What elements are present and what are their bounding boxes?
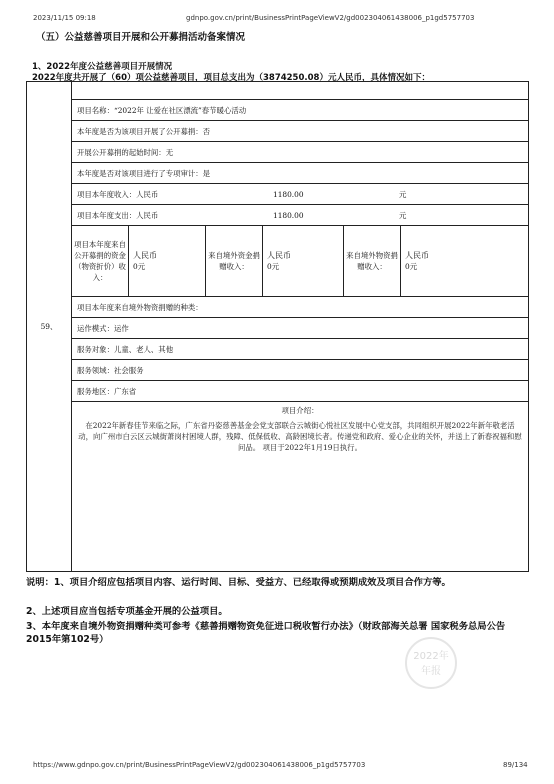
- public-fundraising: 本年度是否为该项目开展了公开募捐：否: [72, 121, 529, 142]
- intro-text: 在2022年新春佳节来临之际，广东省丹姿慈善基金会党支部联合云城街心悦社区发展中心党支部，共同组织开展2022年新年敬老活动，向广州市白云区云城街萧岗村困境人群，残障、低保低收、高龄困境长者。传递党和政府、爱心企业的关怀，并送上了新春祝福和慰问品。 项目于2022年1月19日执行。: [78, 421, 522, 452]
- browser-datetime: 2023/11/15 09:18: [33, 14, 96, 22]
- public-fundraising-income-value: 人民币 0元: [129, 226, 206, 296]
- note-3: 3、本年度来自境外物资捐赠种类可参考《慈善捐赠物资免征进口税收暂行办法》（财政部海关总署 国家税务总局公告2015年第102号）: [26, 621, 506, 645]
- section-title: （五）公益慈善项目开展和公开募捐活动备案情况: [36, 32, 246, 43]
- income-unit: 元: [399, 189, 407, 199]
- intro-title: 项目介绍：: [281, 406, 319, 415]
- foreign-fund-income-value: 人民币 0元: [263, 226, 344, 296]
- foreign-goods-type: 项目本年度来自境外物资捐赠的种类：: [72, 297, 529, 318]
- service-area: 服务地区：广东省: [72, 381, 529, 402]
- foreign-fund-income-label: 来自境外资金捐赠收入：: [206, 226, 263, 296]
- annual-report-stamp: 2022年 年报: [405, 637, 457, 689]
- public-fundraising-income-label: 项目本年度来自公开募捐的资金（物资折价）收入：: [72, 226, 129, 296]
- service-targets: 服务对象：儿童、老人、其他: [72, 339, 529, 360]
- foreign-goods-income-label: 来自境外物资捐赠收入：: [344, 226, 401, 296]
- expense-value: 1180.00: [273, 210, 304, 220]
- expense-row: 项目本年度支出：人民币 1180.00 元: [72, 205, 529, 226]
- browser-url-bottom: https://www.gdnpo.gov.cn/print/BusinessPrintPageViewV2/gd002304061438006_p1gd5757703: [33, 761, 366, 769]
- service-field: 服务领域：社会服务: [72, 360, 529, 381]
- project-name: 项目名称：“2022年 让爱在社区漂流”春节暖心活动: [72, 100, 529, 121]
- note-1: 说明：1、项目介绍应包括项目内容、运行时间、目标、受益方、已经取得或预期成效及项目合作方等。: [26, 577, 451, 588]
- income-value: 1180.00: [273, 189, 304, 199]
- browser-url-top: gdnpo.gov.cn/print/BusinessPrintPageViewV2/gd002304061438006_p1gd5757703: [186, 14, 475, 22]
- fundraising-start: 开展公开募捐的起始时间：无: [72, 142, 529, 163]
- note-2: 2、上述项目应当包括专项基金开展的公益项目。: [26, 606, 228, 617]
- foreign-goods-income-value: 人民币 0元: [405, 251, 429, 271]
- page-count: 89/134: [503, 761, 528, 769]
- subsection-title: 1、2022年度公益慈善项目开展情况: [32, 62, 173, 72]
- project-table: [26, 81, 529, 572]
- project-intro: [72, 402, 529, 572]
- income-breakdown: [72, 226, 529, 297]
- special-audit: 本年度是否对该项目进行了专项审计：是: [72, 163, 529, 184]
- project-number: 59、: [27, 82, 72, 572]
- expense-unit: 元: [399, 210, 407, 220]
- operation-mode: 运作模式：运作: [72, 318, 529, 339]
- summary-line: 2022年度共开展了（60）项公益慈善项目，项目总支出为（3874250.08）元人民币，具体情况如下：: [32, 73, 430, 83]
- income-row: 项目本年度收入：人民币 1180.00 元: [72, 184, 529, 205]
